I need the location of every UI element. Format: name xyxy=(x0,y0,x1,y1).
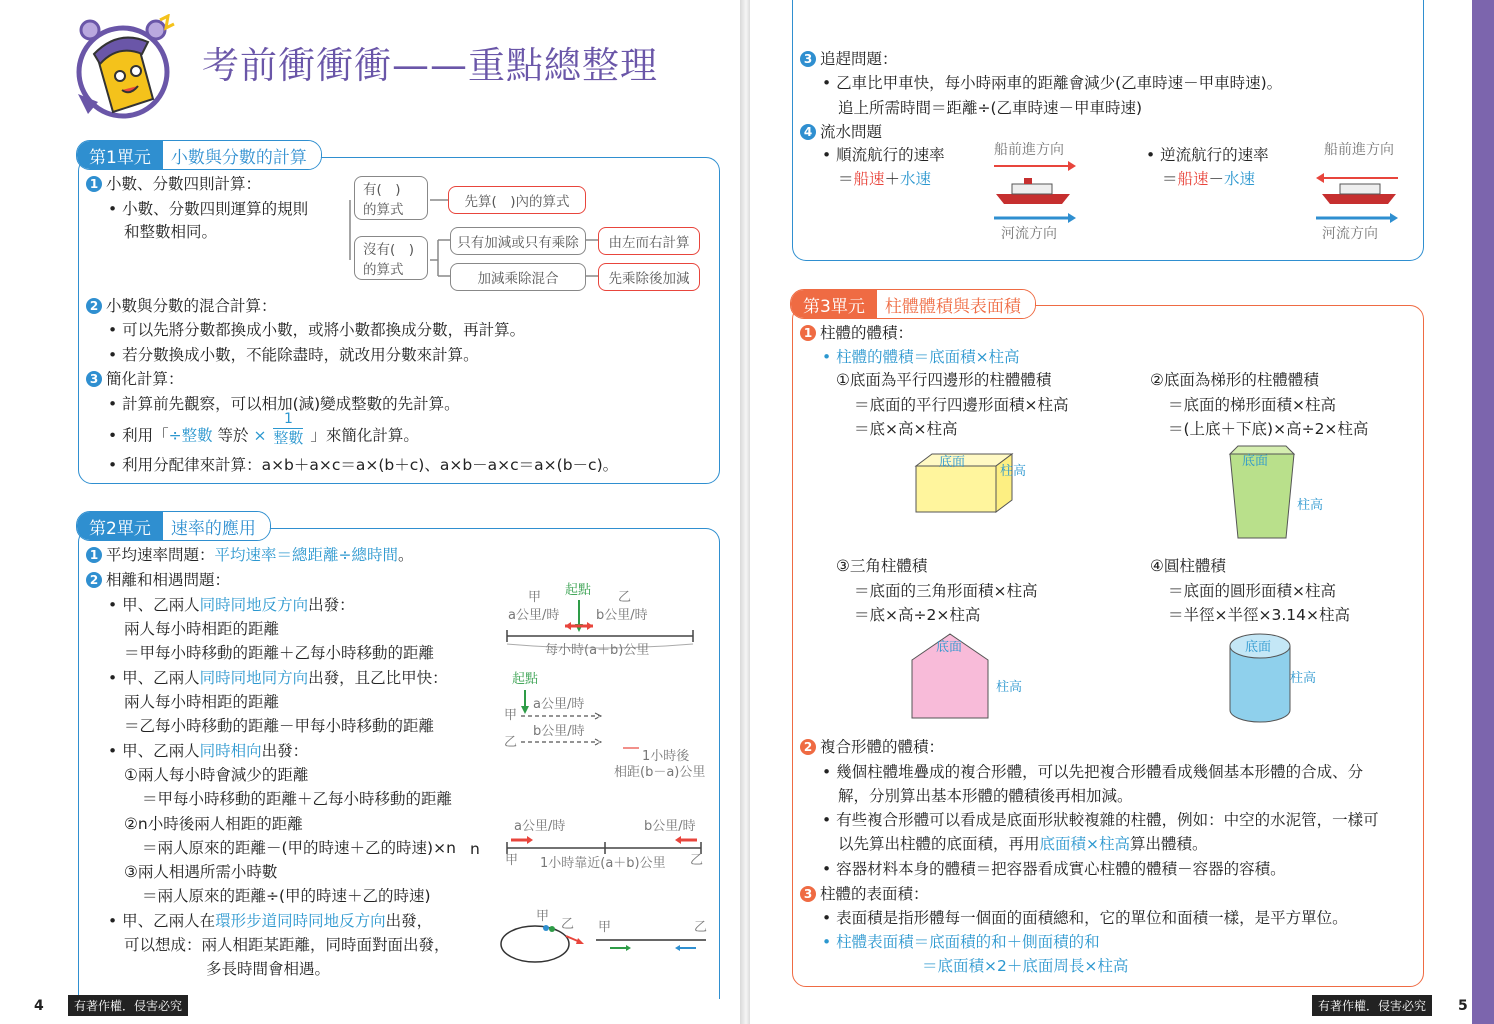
u2-l15: 可以想成：兩人相距某距離，同時面對面出發， xyxy=(124,936,450,954)
p1-line2: ＝底×高×柱高 xyxy=(854,420,958,438)
fraction: 1 整數 xyxy=(273,411,304,447)
u1-s2-line1: • 可以先將分數都換成小數，或將小數都換成分數，再計算。 xyxy=(108,321,526,339)
d4-yi2: 乙 xyxy=(694,920,708,935)
downstream-label: • 順流航行的速率 xyxy=(822,146,945,164)
d3-yi: 乙 xyxy=(690,853,704,868)
u2-l5: 兩人每小時相距的距離 xyxy=(124,693,280,711)
d1-start: 起點 xyxy=(565,583,592,598)
u3-s1-formula: • 柱體的體積＝底面積×柱高 xyxy=(822,348,1020,366)
u2-l12: ③兩人相遇所需小時數 xyxy=(124,863,278,881)
ship-upstream-icon xyxy=(1312,160,1402,230)
cyl-height-label: 柱高 xyxy=(1290,671,1317,686)
left-copyright: 有著作權．侵害必究 xyxy=(68,995,188,1016)
d1-b: b公里/時 xyxy=(596,608,648,623)
u3-s2-line1: • 幾個柱體堆疊成的複合形體，可以先把複合形體看成幾個基本形體的合成、分 xyxy=(822,763,1364,781)
unit1-tab xyxy=(76,140,322,170)
unit2-name: 速率的應用 xyxy=(163,512,270,540)
river-direction-label-2: 河流方向 xyxy=(1322,226,1378,242)
u3-s2-line2: 解，分別算出基本形體的體積後再相加減。 xyxy=(838,787,1133,805)
d4-jia2: 甲 xyxy=(598,920,612,935)
p2-line2: ＝(上底＋下底)×高÷2×柱高 xyxy=(1168,420,1369,438)
chase-title: 3 追趕問題： xyxy=(800,50,898,69)
u2-l9: ＝甲每小時移動的距離＋乙每小時移動的距離 xyxy=(142,790,453,808)
d2-start: 起點 xyxy=(512,672,539,687)
node-left-to-right: 由左而右計算 xyxy=(598,227,700,255)
u3-s3-line1: • 表面積是指形體每一個面的面積總和，它的單位和面積一樣，是平方單位。 xyxy=(822,909,1348,927)
cuboid-base-label: 底面 xyxy=(939,455,966,470)
unit1-label: 第1單元 xyxy=(77,141,163,169)
unit3-tab xyxy=(790,289,1036,319)
u2-l14: • 甲、乙兩人在環形步道同時同地反方向出發， xyxy=(108,912,433,930)
u2-l7: • 甲、乙兩人同時相向出發： xyxy=(108,742,309,760)
p4-line1: ＝底面的圓形面積×柱高 xyxy=(1168,582,1336,600)
u1-s1-line1: • 小數、分數四則運算的規則 xyxy=(108,200,309,218)
d3-caption: 1小時靠近(a＋b)公里 xyxy=(540,856,666,871)
unit2-label: 第2單元 xyxy=(77,512,163,540)
node-mixed: 加減乘除混合 xyxy=(450,263,586,291)
cuboid-height-label: 柱高 xyxy=(1000,464,1027,479)
d2-a: a公里/時 xyxy=(533,697,585,712)
river-direction-label: 河流方向 xyxy=(1001,226,1057,242)
page-title: 考前衝衝衝——重點總整理 xyxy=(202,44,658,87)
trapezoid-height-label: 柱高 xyxy=(1297,498,1324,513)
p4-line2: ＝半徑×半徑×3.14×柱高 xyxy=(1168,606,1350,624)
unit3-name: 柱體體積與表面積 xyxy=(877,290,1035,318)
u3-s2-line3: • 有些複合形體可以看成是底面形狀較複雜的柱體，例如：中空的水泥管，一樣可 xyxy=(822,811,1379,829)
d1-jia: 甲 xyxy=(528,590,542,605)
p2-title: ②底面為梯形的柱體體積 xyxy=(1150,371,1319,389)
chase-line2: 追上所需時間＝距離÷(乙車時速－甲車時速) xyxy=(838,99,1143,117)
u3-s3-line2: • 柱體表面積＝底面積的和＋側面積的和 xyxy=(822,933,1100,951)
p3-title: ③三角柱體積 xyxy=(836,557,928,575)
d2-jia: 甲 xyxy=(504,708,518,723)
u3-s2-line5: • 容器材料本身的體積＝把容器看成實心柱體的體積－容器的容積。 xyxy=(822,860,1286,878)
d2-b: b公里/時 xyxy=(533,724,585,739)
unit1-name: 小數與分數的計算 xyxy=(163,141,321,169)
left-page xyxy=(0,0,742,1024)
p1-line1: ＝底面的平行四邊形面積×柱高 xyxy=(854,396,1069,414)
u1-s3-line2: • 利用「÷整數 等於 × 1 整數 」來簡化計算。 xyxy=(108,411,419,447)
d3-n: n xyxy=(470,840,480,858)
u2-s1: 1 平均速率問題：平均速率＝總距離÷總時間。 xyxy=(86,546,414,565)
diagram-same-direction xyxy=(505,680,715,760)
mascot-clock-icon xyxy=(58,14,188,124)
d1-caption: 每小時(a＋b)公里 xyxy=(545,643,650,658)
stream-title: 4 流水問題 xyxy=(800,123,882,142)
cyl-base-label: 底面 xyxy=(1245,640,1272,655)
chase-line1: • 乙車比甲車快，每小時兩車的距離會減少(乙車時速－甲車時速)。 xyxy=(822,74,1283,92)
u1-s3-line1: • 計算前先觀察，可以相加(減)變成整數的先計算。 xyxy=(108,395,460,413)
downstream-formula: ＝船速＋水速 xyxy=(838,170,932,188)
u2-l6: ＝乙每小時移動的距離－甲每小時移動的距離 xyxy=(124,717,435,735)
u3-s3-line3: ＝底面積×2＋底面周長×柱高 xyxy=(922,957,1129,975)
d3-a: a公里/時 xyxy=(514,819,566,834)
tri-height-label: 柱高 xyxy=(996,680,1023,695)
node-only-one-type: 只有加減或只有乘除 xyxy=(450,227,586,255)
u2-l4: • 甲、乙兩人同時同地同方向出發，且乙比甲快： xyxy=(108,669,448,687)
tri-base-label: 底面 xyxy=(936,640,963,655)
left-page-number: 4 xyxy=(34,998,44,1014)
d2-cap1: 1小時後 xyxy=(642,749,690,764)
u2-l11: ＝兩人原來的距離－(甲的時速＋乙的時速)×n xyxy=(142,839,456,857)
u3-s2-line4: 以先算出柱體的底面積，再用底面積×柱高算出體積。 xyxy=(838,835,1208,853)
u2-l16: 多長時間會相遇。 xyxy=(206,960,331,978)
u3-s1-title: 1 柱體的體積： xyxy=(800,324,913,343)
node-mult-first: 先乘除後加減 xyxy=(598,263,700,291)
d4-jia: 甲 xyxy=(536,909,550,924)
u2-l13: ＝兩人原來的距離÷(甲的時速＋乙的時速) xyxy=(142,887,431,905)
trapezoid-base-label: 底面 xyxy=(1242,454,1269,469)
node-no-paren: 沒有( ) 的算式 xyxy=(354,236,428,280)
d2-cap2: 相距(b－a)公里 xyxy=(614,765,706,780)
u1-s3-line3: • 利用分配律來計算：a×b＋a×c＝a×(b＋c)、a×b－a×c＝a×(b－c)。 xyxy=(108,456,619,474)
ship-direction-label-2: 船前進方向 xyxy=(1324,142,1394,158)
right-copyright: 有著作權．侵害必究 xyxy=(1312,995,1432,1016)
u2-l8: ①兩人每小時會減少的距離 xyxy=(124,766,309,784)
p4-title: ④圓柱體積 xyxy=(1150,557,1226,575)
cuboid-icon xyxy=(910,450,1030,520)
u1-s1-line2: 和整數相同。 xyxy=(124,223,218,241)
u2-s2: 2 相離和相遇問題： xyxy=(86,571,230,590)
d4-yi: 乙 xyxy=(561,917,575,932)
u2-l2: 兩人每小時相距的距離 xyxy=(124,620,280,638)
p2-line1: ＝底面的梯形面積×柱高 xyxy=(1168,396,1336,414)
node-has-paren: 有( ) 的算式 xyxy=(354,176,428,220)
u2-l3: ＝甲每小時移動的距離＋乙每小時移動的距離 xyxy=(124,644,435,662)
u3-s3-title: 3 柱體的表面積： xyxy=(800,885,929,904)
upstream-formula: ＝船速－水速 xyxy=(1162,170,1256,188)
d1-a: a公里/時 xyxy=(508,608,560,623)
d3-jia: 甲 xyxy=(505,853,519,868)
d1-yi: 乙 xyxy=(618,590,632,605)
p3-line1: ＝底面的三角形面積×柱高 xyxy=(854,582,1038,600)
u1-s2-title: 2 小數與分數的混合計算： xyxy=(86,297,277,316)
upstream-label: • 逆流航行的速率 xyxy=(1146,146,1269,164)
ship-direction-label: 船前進方向 xyxy=(994,142,1064,158)
d2-yi: 乙 xyxy=(504,735,518,750)
u3-s2-title: 2 複合形體的體積： xyxy=(800,738,944,757)
right-page-number: 5 xyxy=(1458,998,1468,1014)
u2-l1: • 甲、乙兩人同時同地反方向出發： xyxy=(108,596,355,614)
u2-l10: ②n小時後兩人相距的距離 xyxy=(124,815,303,833)
u1-s3-title: 3 簡化計算： xyxy=(86,370,184,389)
unit2-tab xyxy=(76,511,271,541)
ship-downstream-icon xyxy=(990,160,1080,230)
d3-b: b公里/時 xyxy=(644,819,696,834)
p1-title: ①底面為平行四邊形的柱體體積 xyxy=(836,371,1052,389)
node-paren-first: 先算( )內的算式 xyxy=(448,186,586,214)
u1-s2-line2: • 若分數換成小數，不能除盡時，就改用分數來計算。 xyxy=(108,346,479,364)
diagram-circular-track xyxy=(500,910,715,970)
u1-s1-title: 1 小數、分數四則計算： xyxy=(86,175,261,194)
right-page xyxy=(750,0,1472,1024)
p3-line2: ＝底×高÷2×柱高 xyxy=(854,606,981,624)
unit3-label: 第3單元 xyxy=(791,290,877,318)
